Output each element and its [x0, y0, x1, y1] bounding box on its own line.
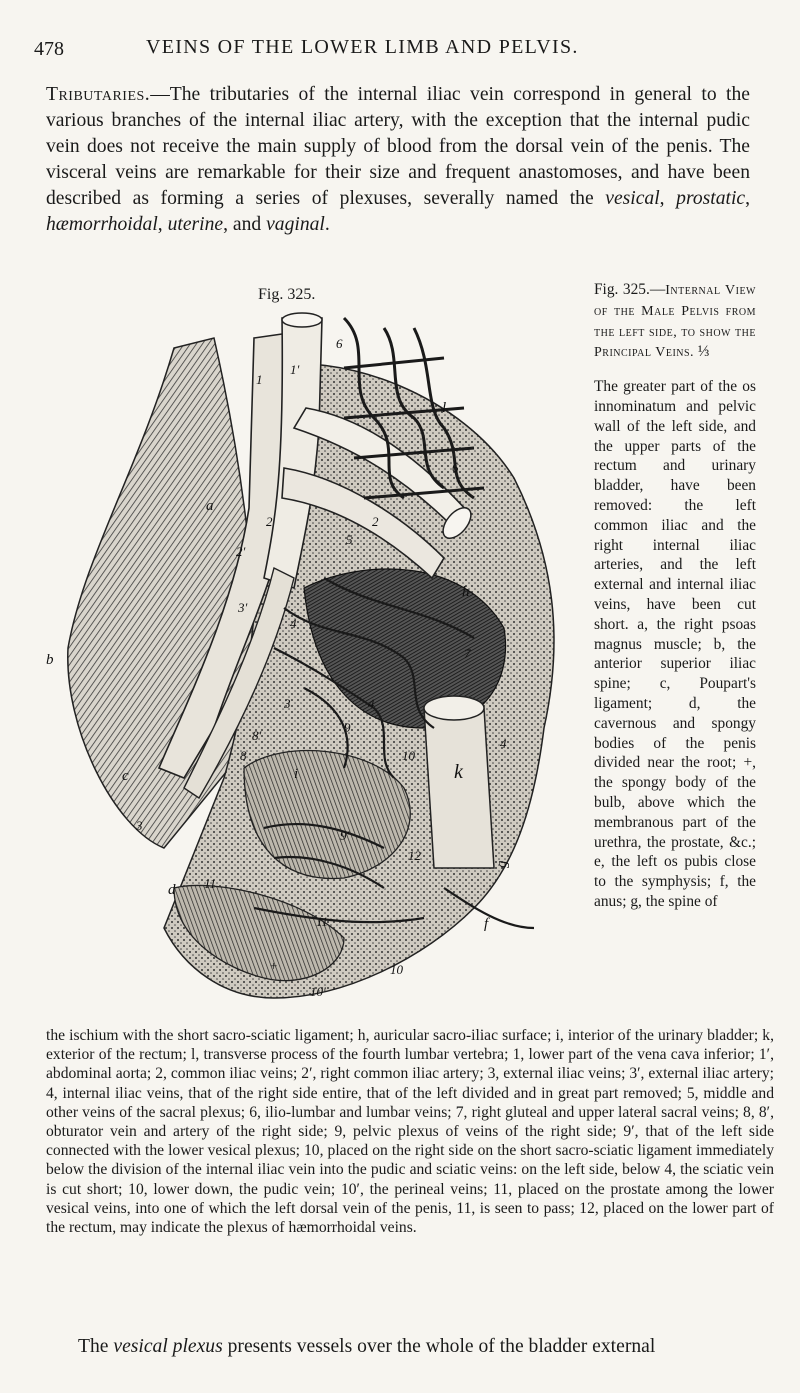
separator: .: [324, 214, 330, 235]
label-7: 7: [464, 646, 471, 661]
label-h: h: [462, 584, 470, 600]
label-8-prime: 8′: [252, 728, 262, 743]
label-10: 10: [402, 748, 415, 763]
label-4a: 4: [290, 616, 297, 631]
figure-caption: [594, 280, 756, 912]
label-l: l: [442, 400, 447, 416]
term-haemorrhoidal: hæmorrhoidal: [46, 214, 158, 235]
term-prostatic: prostatic: [676, 188, 746, 209]
intro-text: —The tributaries of the internal iliac vein correspond in general to the various branches of the internal iliac artery, with the exception that the internal pudic vein does not receive the main supply of blood from the dorsal vein of the penis. The visceral veins are remarkable for their size and frequent anastomoses, and have been described as forming a series of plexuses, severally named the: [46, 84, 750, 209]
label-g: g: [494, 860, 510, 868]
label-10-prime: 10′: [310, 984, 326, 999]
term-vesical: vesical: [605, 188, 660, 209]
label-9: 9: [344, 720, 351, 735]
label-6a: 6: [336, 336, 343, 351]
label-2a: 2: [266, 514, 273, 529]
separator: , and: [223, 214, 267, 235]
pelvis-illustration: [44, 308, 592, 1020]
separator: ,: [745, 188, 750, 209]
closing-paragraph: [78, 1334, 778, 1360]
label-5: 5: [346, 532, 353, 547]
label-2b: 2: [372, 514, 379, 529]
label-3b: 3: [136, 818, 143, 833]
term-vesical-plexus: vesical plexus: [113, 1336, 223, 1357]
section-heading: Tributaries.: [46, 84, 151, 105]
caption-dash: —: [649, 281, 666, 298]
caption-title-text: Internal View of the Male Pelvis from the left side, to show the Principal Veins.: [594, 283, 756, 361]
closing-rest: presents vessels over the whole of the bladder external: [222, 1336, 656, 1357]
label-10b: 10: [390, 962, 403, 977]
label-4b: 4: [368, 696, 375, 711]
label-12: 12: [408, 848, 421, 863]
separator: ,: [659, 188, 677, 209]
label-9-prime: 9′: [340, 828, 350, 843]
label-plus: +: [270, 958, 278, 973]
label-11b: 11: [316, 914, 329, 929]
label-f: f: [484, 916, 489, 932]
running-title: VEINS OF THE LOWER LIMB AND PELVIS.: [146, 36, 579, 58]
rectum: [424, 708, 494, 868]
label-d: d: [168, 882, 176, 898]
label-i: i: [294, 766, 299, 782]
label-2-prime: 2′: [236, 544, 246, 559]
label-4c: 4: [500, 736, 507, 751]
aorta-cut: [282, 313, 322, 327]
label-b: b: [46, 652, 54, 668]
intro-paragraph: [46, 82, 750, 238]
label-1-prime: 1′: [290, 362, 300, 377]
label-a: a: [206, 498, 214, 514]
rectum-cut-end: [424, 696, 484, 720]
caption-body: The greater part of the os innominatum and pelvic wall of the left side, and the upper parts of the rectum and urinary bladder, have been removed: the left common iliac and the right internal iliac arteries, and the left external and internal iliac veins, have been cut short. a, the right psoas magnus muscle; b, the anterior superior iliac spine; c, Poupart's ligament; d, the cavernous and spongy bodies of the penis divided near the root; +, the spongy body of the bulb, above which the membranous part of the urethra, the prostate, &c.; e, the left os pubis close to the symphysis; f, the anus; g, the spine of: [594, 378, 756, 910]
term-uterine: uterine: [167, 214, 224, 235]
label-k: k: [454, 761, 463, 783]
closing-lead: The: [78, 1336, 114, 1357]
legend-continued: the ischium with the short sacro-sciatic ligament; h, auricular sacro-iliac surface; i, interior of the urinary bladder; k, exterior of the rectum; l, transverse process of the fourth lumbar vertebra; 1, lower part of the vena cava inferior; 1′, abdominal aorta; 2, common iliac veins; 2′, right common iliac artery; 3, external iliac veins; 3′, external iliac artery; 4, internal iliac veins, that of the right side entire, that of the left divided and in great part removed; 5, middle and other veins of the sacral plexus; 6, ilio-lumbar and lumbar veins; 7, right gluteal and upper lateral sacral veins; 8, 8′, obturator vein and artery of the right side; 9, pelvic plexus of veins of the right side; 9′, that of the left side connected with the lower vesical plexus; 10, placed on the right side on the short sacro-sciatic ligament immediately below the division of the internal iliac vein into the pudic and sciatic veins: on the left side, below 4, the sciatic vein is cut short; 10, lower down, the pudic vein; 10′, the perineal veins; 11, placed on the prostate among the lower vesical veins, into one of which the left dorsal vein of the penis, 11, is seen to pass; 12, placed on the lower part of the rectum, may indicate the plexus of hæmorrhoidal veins.: [46, 1027, 774, 1237]
caption-scale: ⅓: [697, 343, 710, 361]
caption-fig-label: Fig. 325.: [594, 281, 650, 298]
label-11a: 11: [204, 876, 217, 891]
label-6b: 6: [452, 460, 459, 475]
figure-number: Fig. 325.: [258, 286, 316, 303]
page-number: 478: [34, 38, 64, 60]
separator: ,: [157, 214, 168, 235]
label-c: c: [122, 768, 129, 784]
label-8: 8: [240, 748, 247, 763]
label-3a: 3: [284, 696, 291, 711]
label-1: 1: [256, 372, 263, 387]
caption-title: [594, 280, 756, 363]
label-3-prime: 3′: [238, 600, 248, 615]
page-header: [34, 32, 760, 62]
term-vaginal: vaginal: [266, 214, 325, 235]
anatomical-figure: [44, 308, 592, 1020]
